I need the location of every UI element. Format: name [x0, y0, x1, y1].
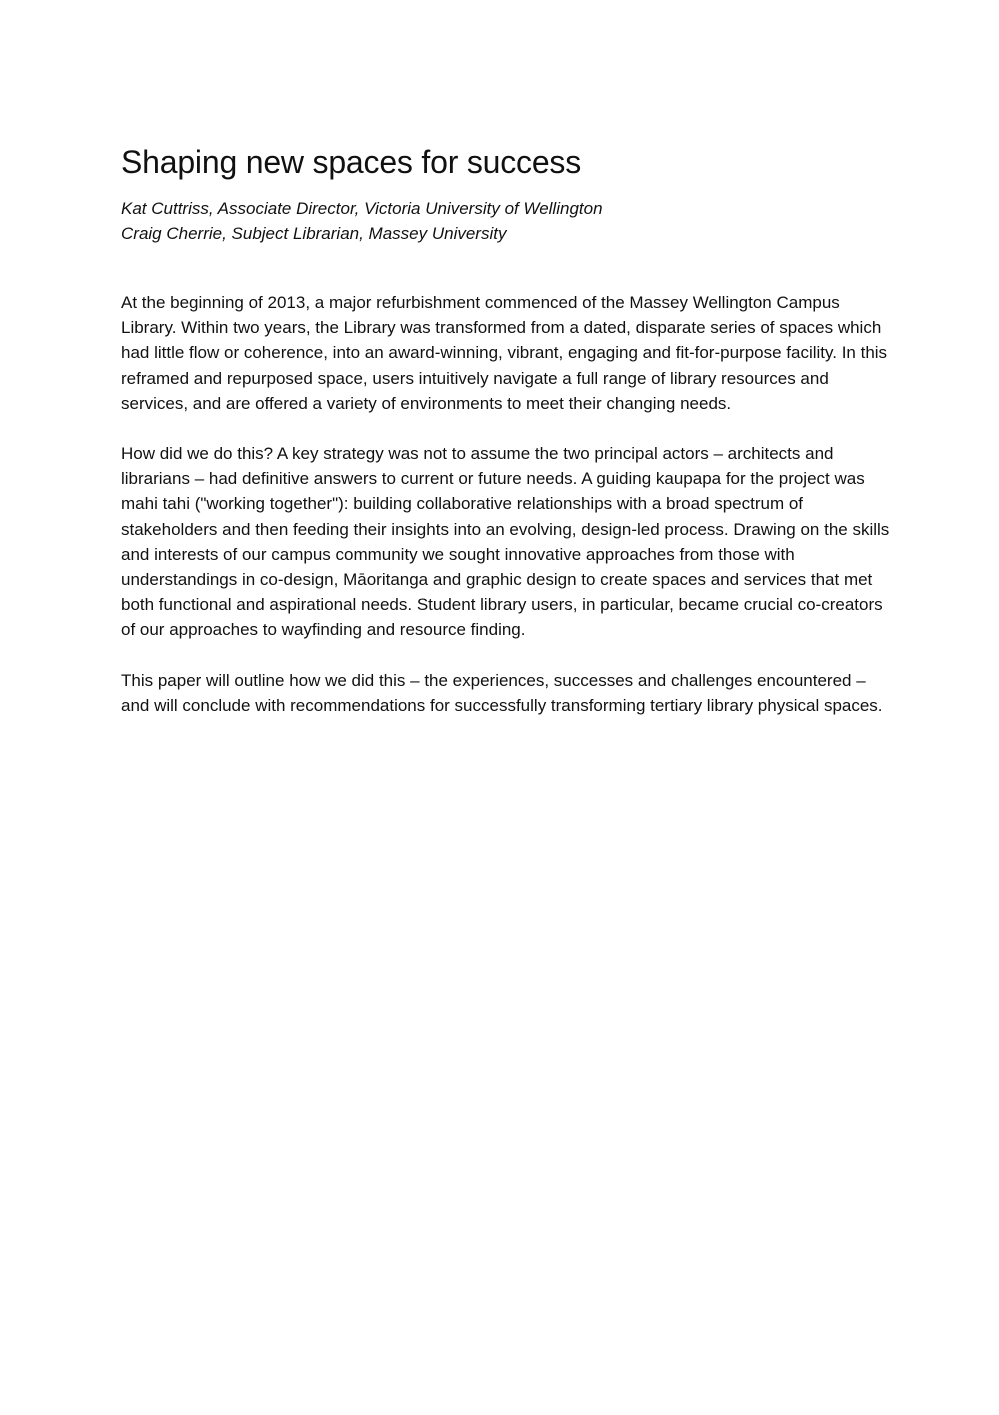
paragraph-3: This paper will outline how we did this – the experiences, successes and challenges encountered – and will conclude with recommendations for successfully transforming tertiary library physical spaces. [121, 670, 883, 715]
author-line-2: Craig Cherrie, Subject Librarian, Massey University [121, 224, 507, 243]
paragraph-1: At the beginning of 2013, a major refurbishment commenced of the Massey Wellington Campus Library. Within two years, the Library was transformed from a dated, disparate series of spaces which had little flow or coherence, into an award-winning, vibrant, engaging and fit-for-purpose facility. In this reframed and repurposed space, users intuitively navigate a full range of library resources and services, and are offered a variety of environments to meet their changing needs. [121, 293, 888, 413]
paragraph-2: How did we do this? A key strategy was not to assume the two principal actors – architects and librarians – had definitive answers to current or future needs. A guiding kaupapa for the project was mahi tahi ("working together"): building collaborative relationships with a broad spectrum of stakeholders and then feeding their insights into an evolving, design-led process. Drawing on the skills and interests of our campus community we sought innovative approaches from those with understandings in co-design, Māoritanga and graphic design to create spaces and services that met both functional and aspirational needs. Student library users, in particular, became crucial co-creators of our approaches to wayfinding and resource finding. [121, 444, 890, 640]
page-title: Shaping new spaces for success [121, 144, 582, 180]
author-line-1: Kat Cuttriss, Associate Director, Victoria University of Wellington [121, 199, 603, 218]
abstract-body [121, 290, 891, 718]
author-list [121, 196, 891, 246]
document-content [121, 142, 891, 743]
